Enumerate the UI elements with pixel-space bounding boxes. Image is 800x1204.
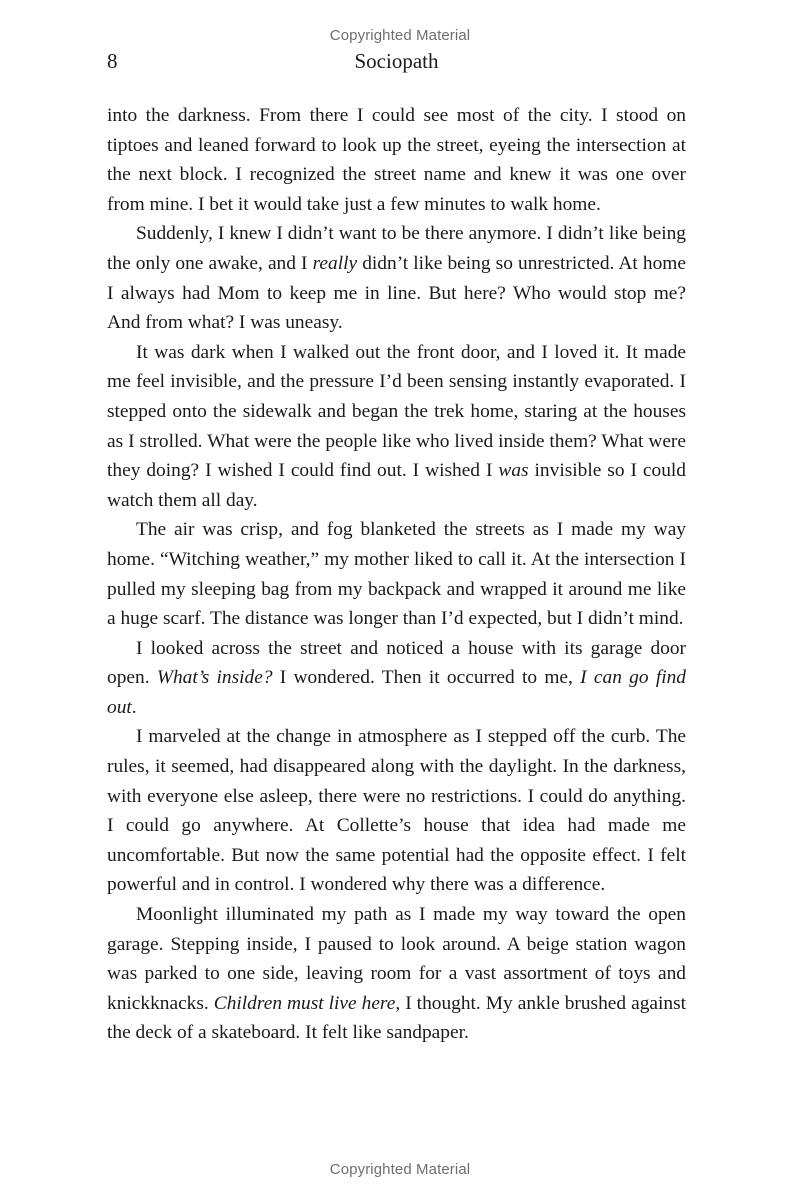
paragraph-1 bbox=[107, 101, 686, 219]
emphasis: Children must live here bbox=[213, 992, 396, 1014]
paragraph-text: , I thought. My ankle brushed against the deck of a skateboard. It felt like sandpaper. bbox=[107, 992, 687, 1044]
paragraph-5 bbox=[107, 634, 686, 723]
paragraph-text: Suddenly, I knew I didn’t want to be there anymore. I didn’t like being the only one awake, and I bbox=[107, 223, 686, 274]
copyright-watermark-top: Copyrighted Material bbox=[329, 27, 471, 44]
emphasis: really bbox=[312, 252, 358, 274]
emphasis: I can go find out bbox=[107, 667, 686, 718]
paragraph-text: Moonlight illuminated my path as I made my way toward the open garage. Stepping inside, I paused to look around. A beige station wagon was parked to one side, leaving room for a vast assortment of toys and knickknacks. bbox=[107, 904, 686, 1014]
paragraph-4 bbox=[107, 515, 686, 633]
emphasis: was bbox=[498, 460, 529, 482]
running-header bbox=[107, 48, 686, 74]
paragraph-6 bbox=[107, 722, 686, 900]
emphasis: What’s inside? bbox=[156, 667, 273, 689]
paragraph-2 bbox=[107, 219, 686, 337]
paragraph-text: invisible so I could watch them all day. bbox=[107, 460, 686, 511]
page-number: 8 bbox=[107, 49, 118, 73]
copyright-watermark-bottom: Copyrighted Material bbox=[329, 1161, 471, 1178]
paragraph-text: into the darkness. From there I could see most of the city. I stood on tiptoes and leaned forward to look up the street, eyeing the intersection at the next block. I recognized the street name and knew it was one over from mine. I bet it would take just a few minutes to walk home. bbox=[107, 105, 686, 215]
book-title: Sociopath bbox=[354, 49, 439, 73]
paragraph-text: I marveled at the change in atmosphere as I stepped off the curb. The rules, it seemed, had disappeared along with the daylight. In the darkness, with everyone else asleep, there were no restrictions. I could do anything. I could go anywhere. At Collette’s house that idea had made me uncomfortable. But now the same potential had the opposite effect. I felt powerful and in control. I wondered why there was a difference. bbox=[107, 726, 686, 896]
paragraph-text: It was dark when I walked out the front door, and I loved it. It made me feel invisible, and the pressure I’d been sensing instantly evaporated. I stepped onto the sidewalk and began the trek home, staring at the houses as I strolled. What were the people like who lived inside them? What were they doing? I wished I could find out. I wished I bbox=[107, 341, 686, 482]
paragraph-text: . bbox=[131, 696, 137, 718]
paragraph-text: The air was crisp, and fog blanketed the streets as I made my way home. “Witching weather,” my mother liked to call it. At the intersection I pulled my sleeping bag from my backpack and wrapped it around me like a huge scarf. The distance was longer than I’d expected, but I didn’t mind. bbox=[107, 519, 686, 630]
paragraph-text: didn’t like being so unrestricted. At home I always had Mom to keep me in line. But here? Who would stop me? And from what? I was uneasy. bbox=[107, 252, 686, 334]
paragraph-text: I looked across the street and noticed a house with its garage door open. bbox=[107, 637, 686, 689]
body-text bbox=[107, 101, 686, 1048]
paragraph-3 bbox=[107, 338, 686, 516]
paragraph-text: I wondered. Then it occurred to me, bbox=[272, 667, 581, 689]
paragraph-7 bbox=[107, 900, 686, 1048]
